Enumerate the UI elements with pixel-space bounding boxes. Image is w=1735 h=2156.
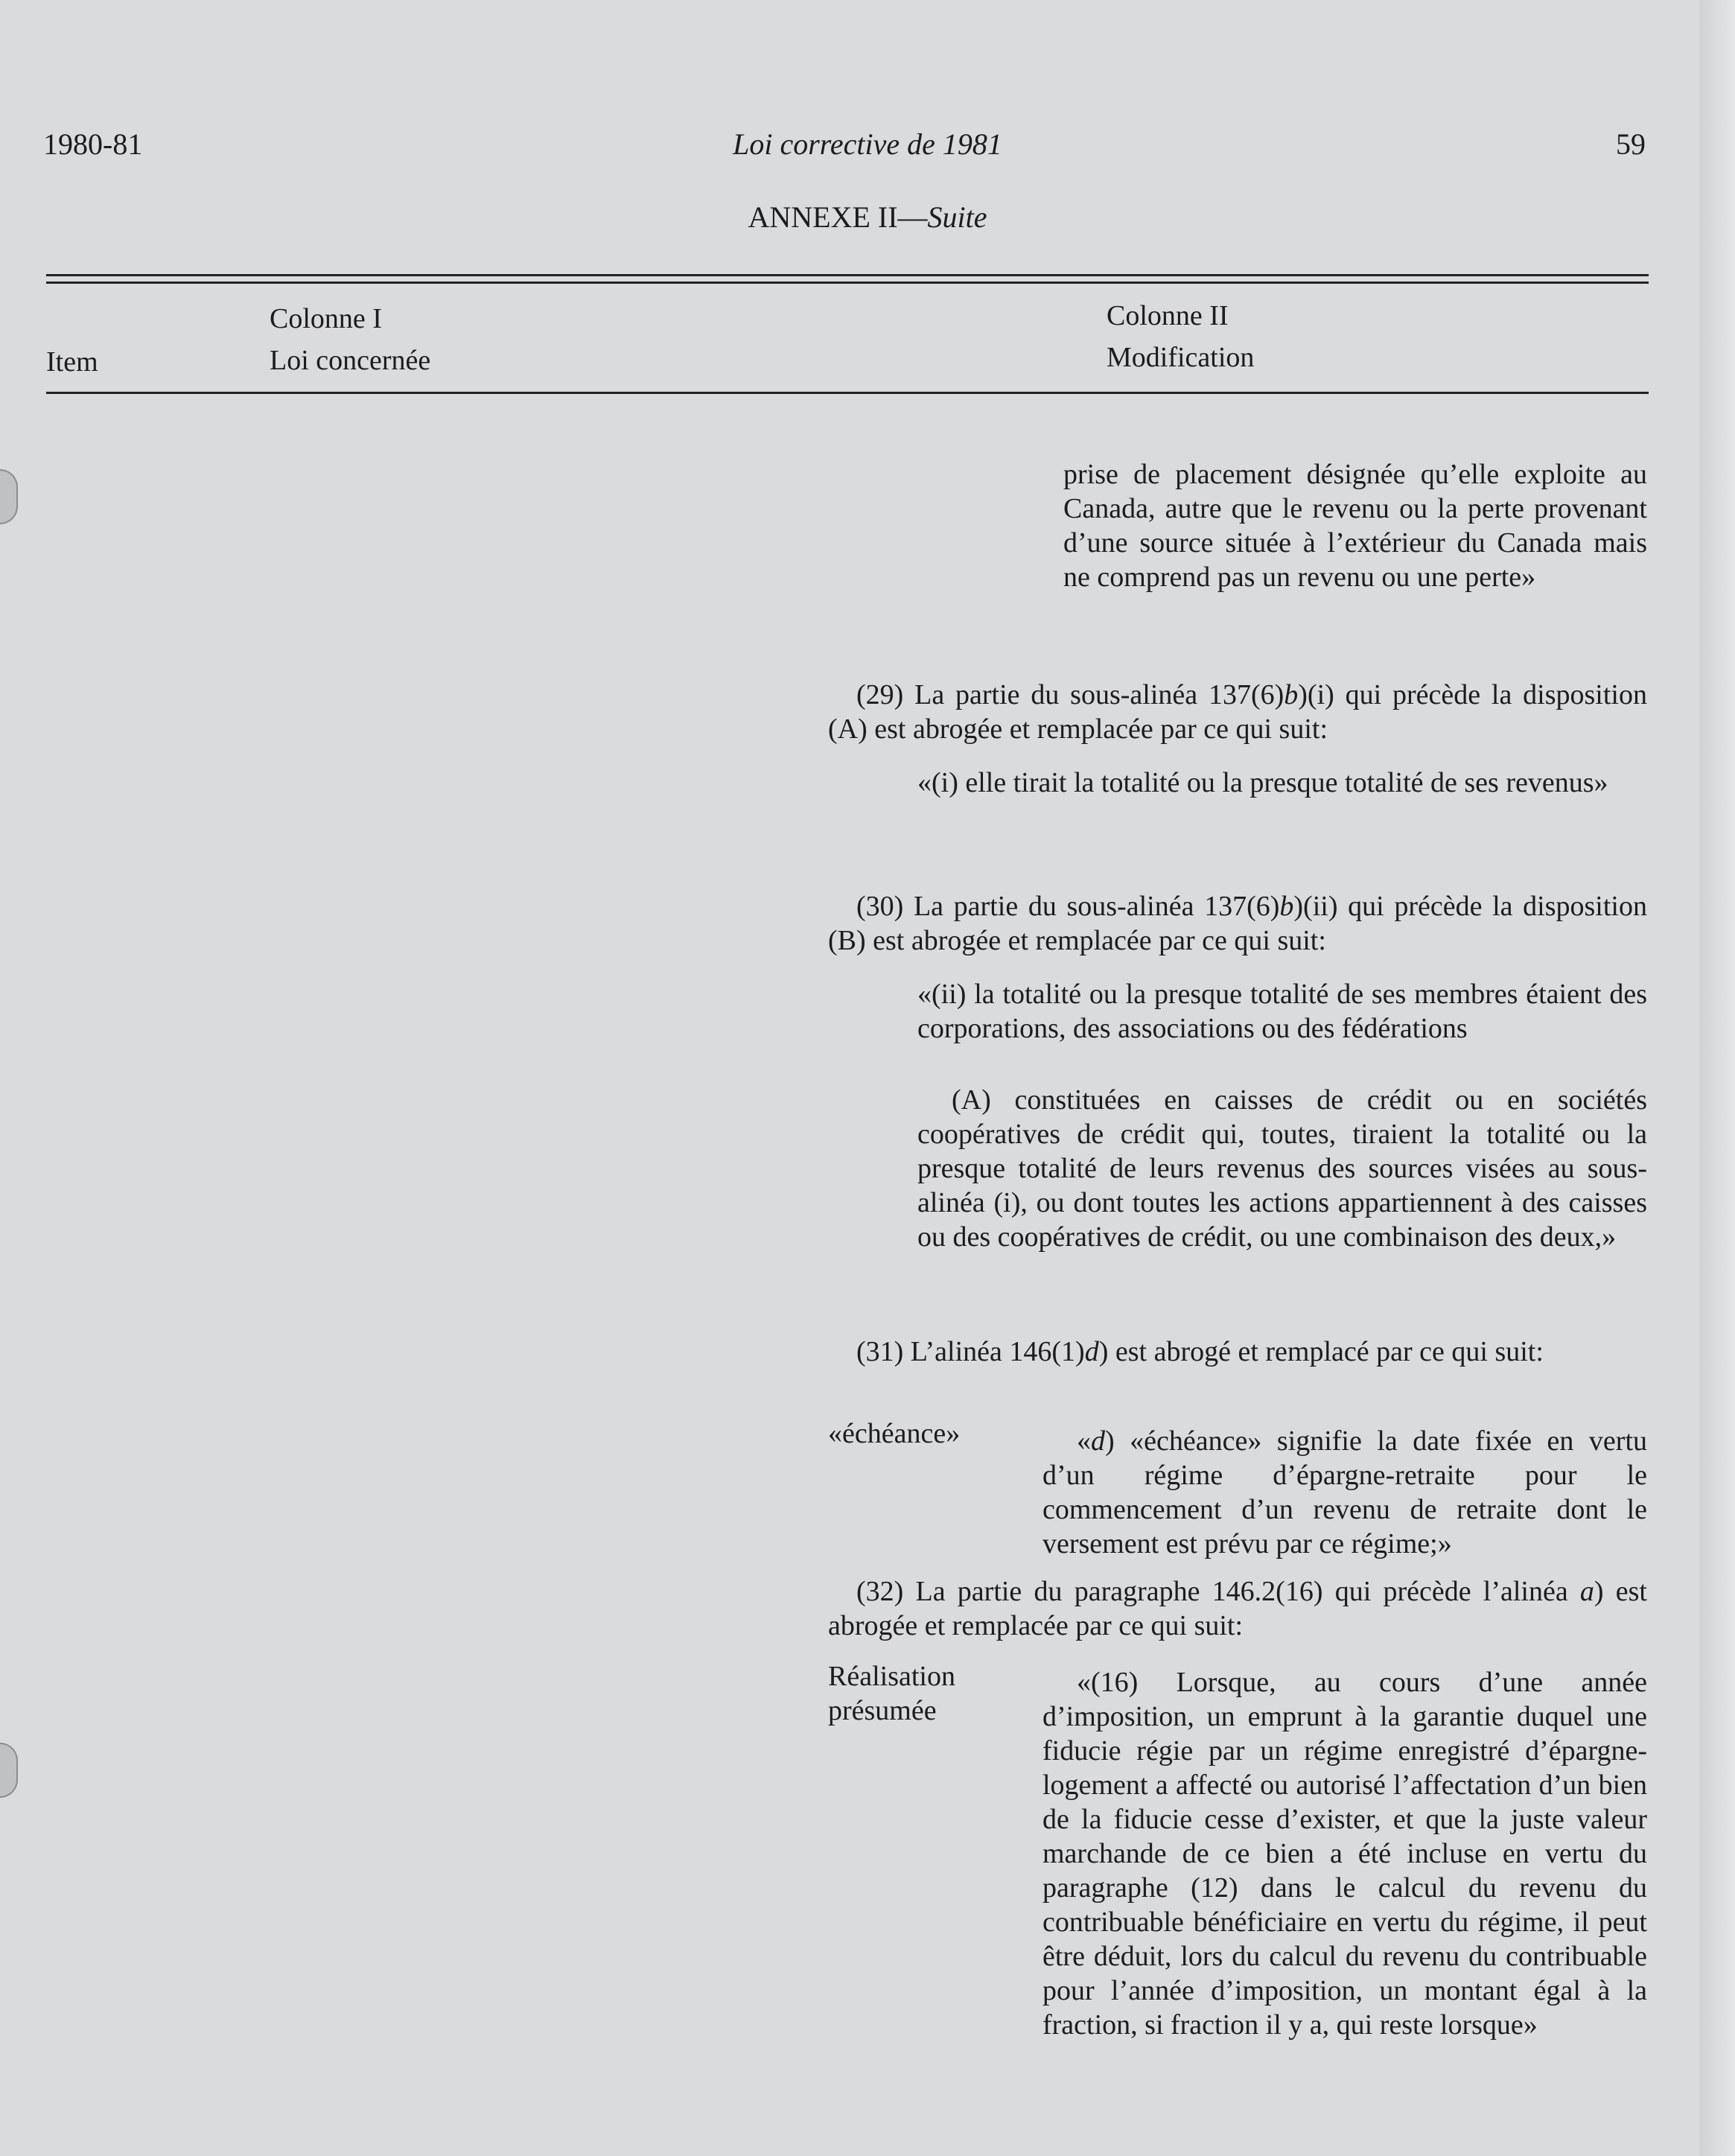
page-number: 59 — [1616, 127, 1646, 161]
margin-note-realisation: Réalisation présumée — [828, 1661, 955, 1726]
header-year: 1980-81 — [43, 127, 143, 161]
annex-title — [0, 200, 1735, 235]
header-title: Loi corrective de 1981 — [733, 127, 1002, 161]
col2-title: Modification — [1107, 342, 1255, 373]
paragraph-32-quote: «(16) Lorsque, au cours d’une année d’imposition, un emprunt à la garantie duquel une fiducie régie par un régime enregistré d’épargne-logement a affecté ou autorisé l’affectation d’un bien de la fiducie cesse d’exister, et que la juste valeur marchande de ce bien a été incluse en vertu du paragraphe (12) dans le calcul du revenu du contribuable bénéficiaire en vertu du régime, il peut être déduit, lors du calcul du revenu du contribuable pour l’année d’imposition, un montant égal à la fraction, si fraction il y a, qui reste lorsque» — [1042, 1667, 1647, 2041]
top-rule-2 — [46, 282, 1649, 284]
column-header-col2 — [1107, 295, 1254, 378]
paragraph-29-quote: «(i) elle tirait la totalité ou la presque totalité de ses revenus» — [917, 767, 1608, 798]
column-header-col1 — [270, 298, 430, 381]
paragraph-30: (30) La partie du sous-alinéa 137(6)b)(ii) qui précède la disposition (B) est abrogée et remplacée par ce qui suit: — [828, 891, 1647, 956]
col1-title: Loi concernée — [270, 345, 431, 376]
annex-label: ANNEXE II— — [748, 200, 928, 234]
annex-suffix: Suite — [927, 200, 987, 234]
paragraph-29: (29) La partie du sous-alinéa 137(6)b)(i) qui précède la disposition (A) est abrogée et remplacée par ce qui suit: — [828, 679, 1647, 745]
paragraph-continuation: prise de placement désignée qu’elle exploite au Canada, autre que le revenu ou la perte provenant d’une source située à l’extérieur du Canada mais ne comprend pas un revenu ou une perte» — [1063, 459, 1647, 593]
page-edge — [1699, 0, 1735, 2156]
paragraph-31: (31) L’alinéa 146(1)d) est abrogé et remplacé par ce qui suit: — [856, 1336, 1544, 1367]
binder-hole-top — [0, 469, 18, 524]
paragraph-32: (32) La partie du paragraphe 146.2(16) qui précède l’alinéa a) est abrogée et remplacée par ce qui suit: — [828, 1576, 1647, 1641]
paragraph-30-quote: «(ii) la totalité ou la presque totalité de ses membres étaient des corporations, des associations ou des fédérations — [917, 979, 1647, 1044]
binder-hole-bottom — [0, 1743, 18, 1798]
margin-note-echeance: «échéance» — [828, 1418, 961, 1449]
col1-label: Colonne I — [270, 303, 382, 334]
col2-label: Colonne II — [1107, 300, 1229, 331]
paragraph-30-clause-A: (A) constituées en caisses de crédit ou en sociétés coopératives de crédit qui, toutes, tiraient la totalité ou la presque totalité de leurs revenus des sources visées au sous-alinéa (i), ou dont toutes les actions appartiennent à des caisses ou des coopératives de crédit, ou une combinaison des deux,» — [917, 1084, 1647, 1253]
column-header-item: Item — [46, 346, 98, 378]
top-rule-1 — [46, 274, 1649, 276]
paragraph-31-quote: «d) «échéance» signifie la date fixée en vertu d’un régime d’épargne-retraite pour le commencement d’un revenu de retraite dont le versement est prévu par ce régime;» — [1042, 1425, 1647, 1559]
header-bottom-rule — [46, 392, 1649, 394]
